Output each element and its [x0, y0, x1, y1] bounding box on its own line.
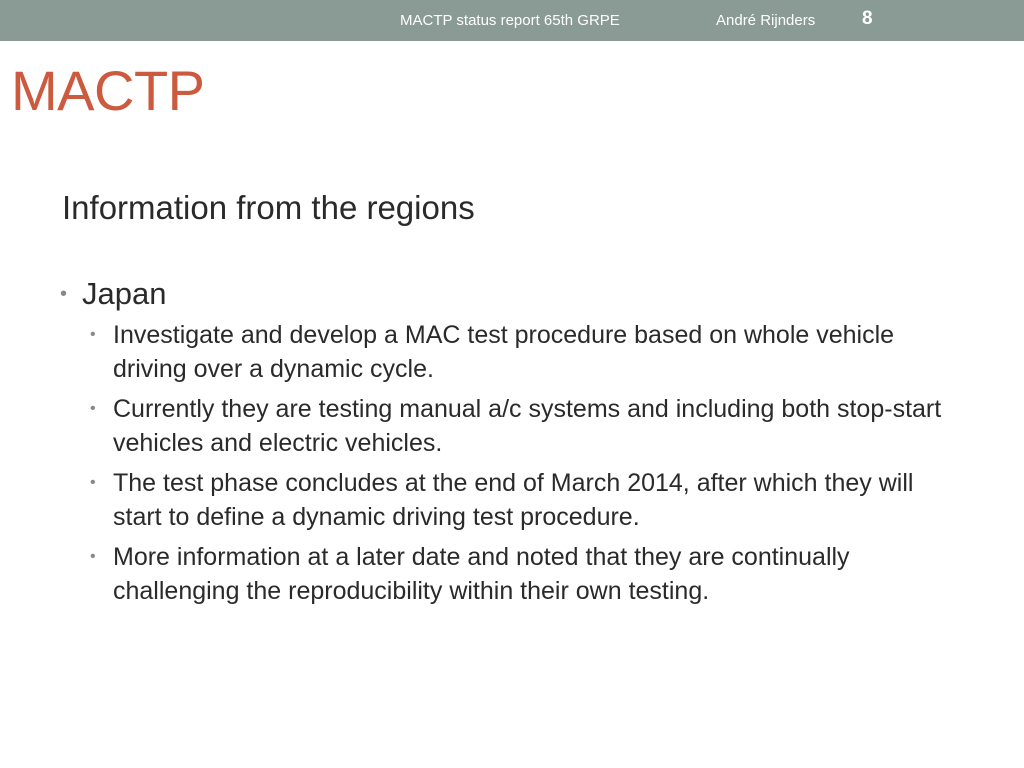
author-name: André Rijnders — [716, 12, 816, 29]
region-heading: Japan — [82, 276, 167, 311]
slide-title: MACTP — [11, 59, 205, 122]
list-item — [82, 318, 962, 386]
page-number: 8 — [862, 8, 873, 29]
intro-text: Information from the regions — [62, 189, 475, 226]
header-bar — [0, 0, 1024, 41]
bullet-icon: • — [60, 283, 68, 305]
bullet-icon: • — [90, 548, 96, 565]
bullet-icon: • — [90, 326, 96, 343]
list-item-text: The test phase concludes at the end of March 2014, after which they will start to define a dynamic driving test procedure. — [113, 469, 914, 531]
region-list — [62, 274, 962, 608]
bullet-icon: • — [90, 400, 96, 417]
list-item — [82, 392, 962, 460]
region-item-japan — [62, 274, 962, 608]
bullet-icon: • — [90, 474, 96, 491]
list-item-text: More information at a later date and noted that they are continually challenging the reproducibility within their own testing. — [113, 543, 850, 605]
list-item — [82, 466, 962, 534]
list-item-text: Currently they are testing manual a/c systems and including both stop-start vehicles and electric vehicles. — [113, 395, 942, 457]
list-item — [82, 540, 962, 608]
report-title: MACTP status report 65th GRPE — [400, 12, 620, 29]
list-item-text: Investigate and develop a MAC test procedure based on whole vehicle driving over a dynamic cycle. — [113, 321, 895, 383]
japan-details-list — [82, 318, 962, 608]
slide-content — [62, 186, 962, 614]
